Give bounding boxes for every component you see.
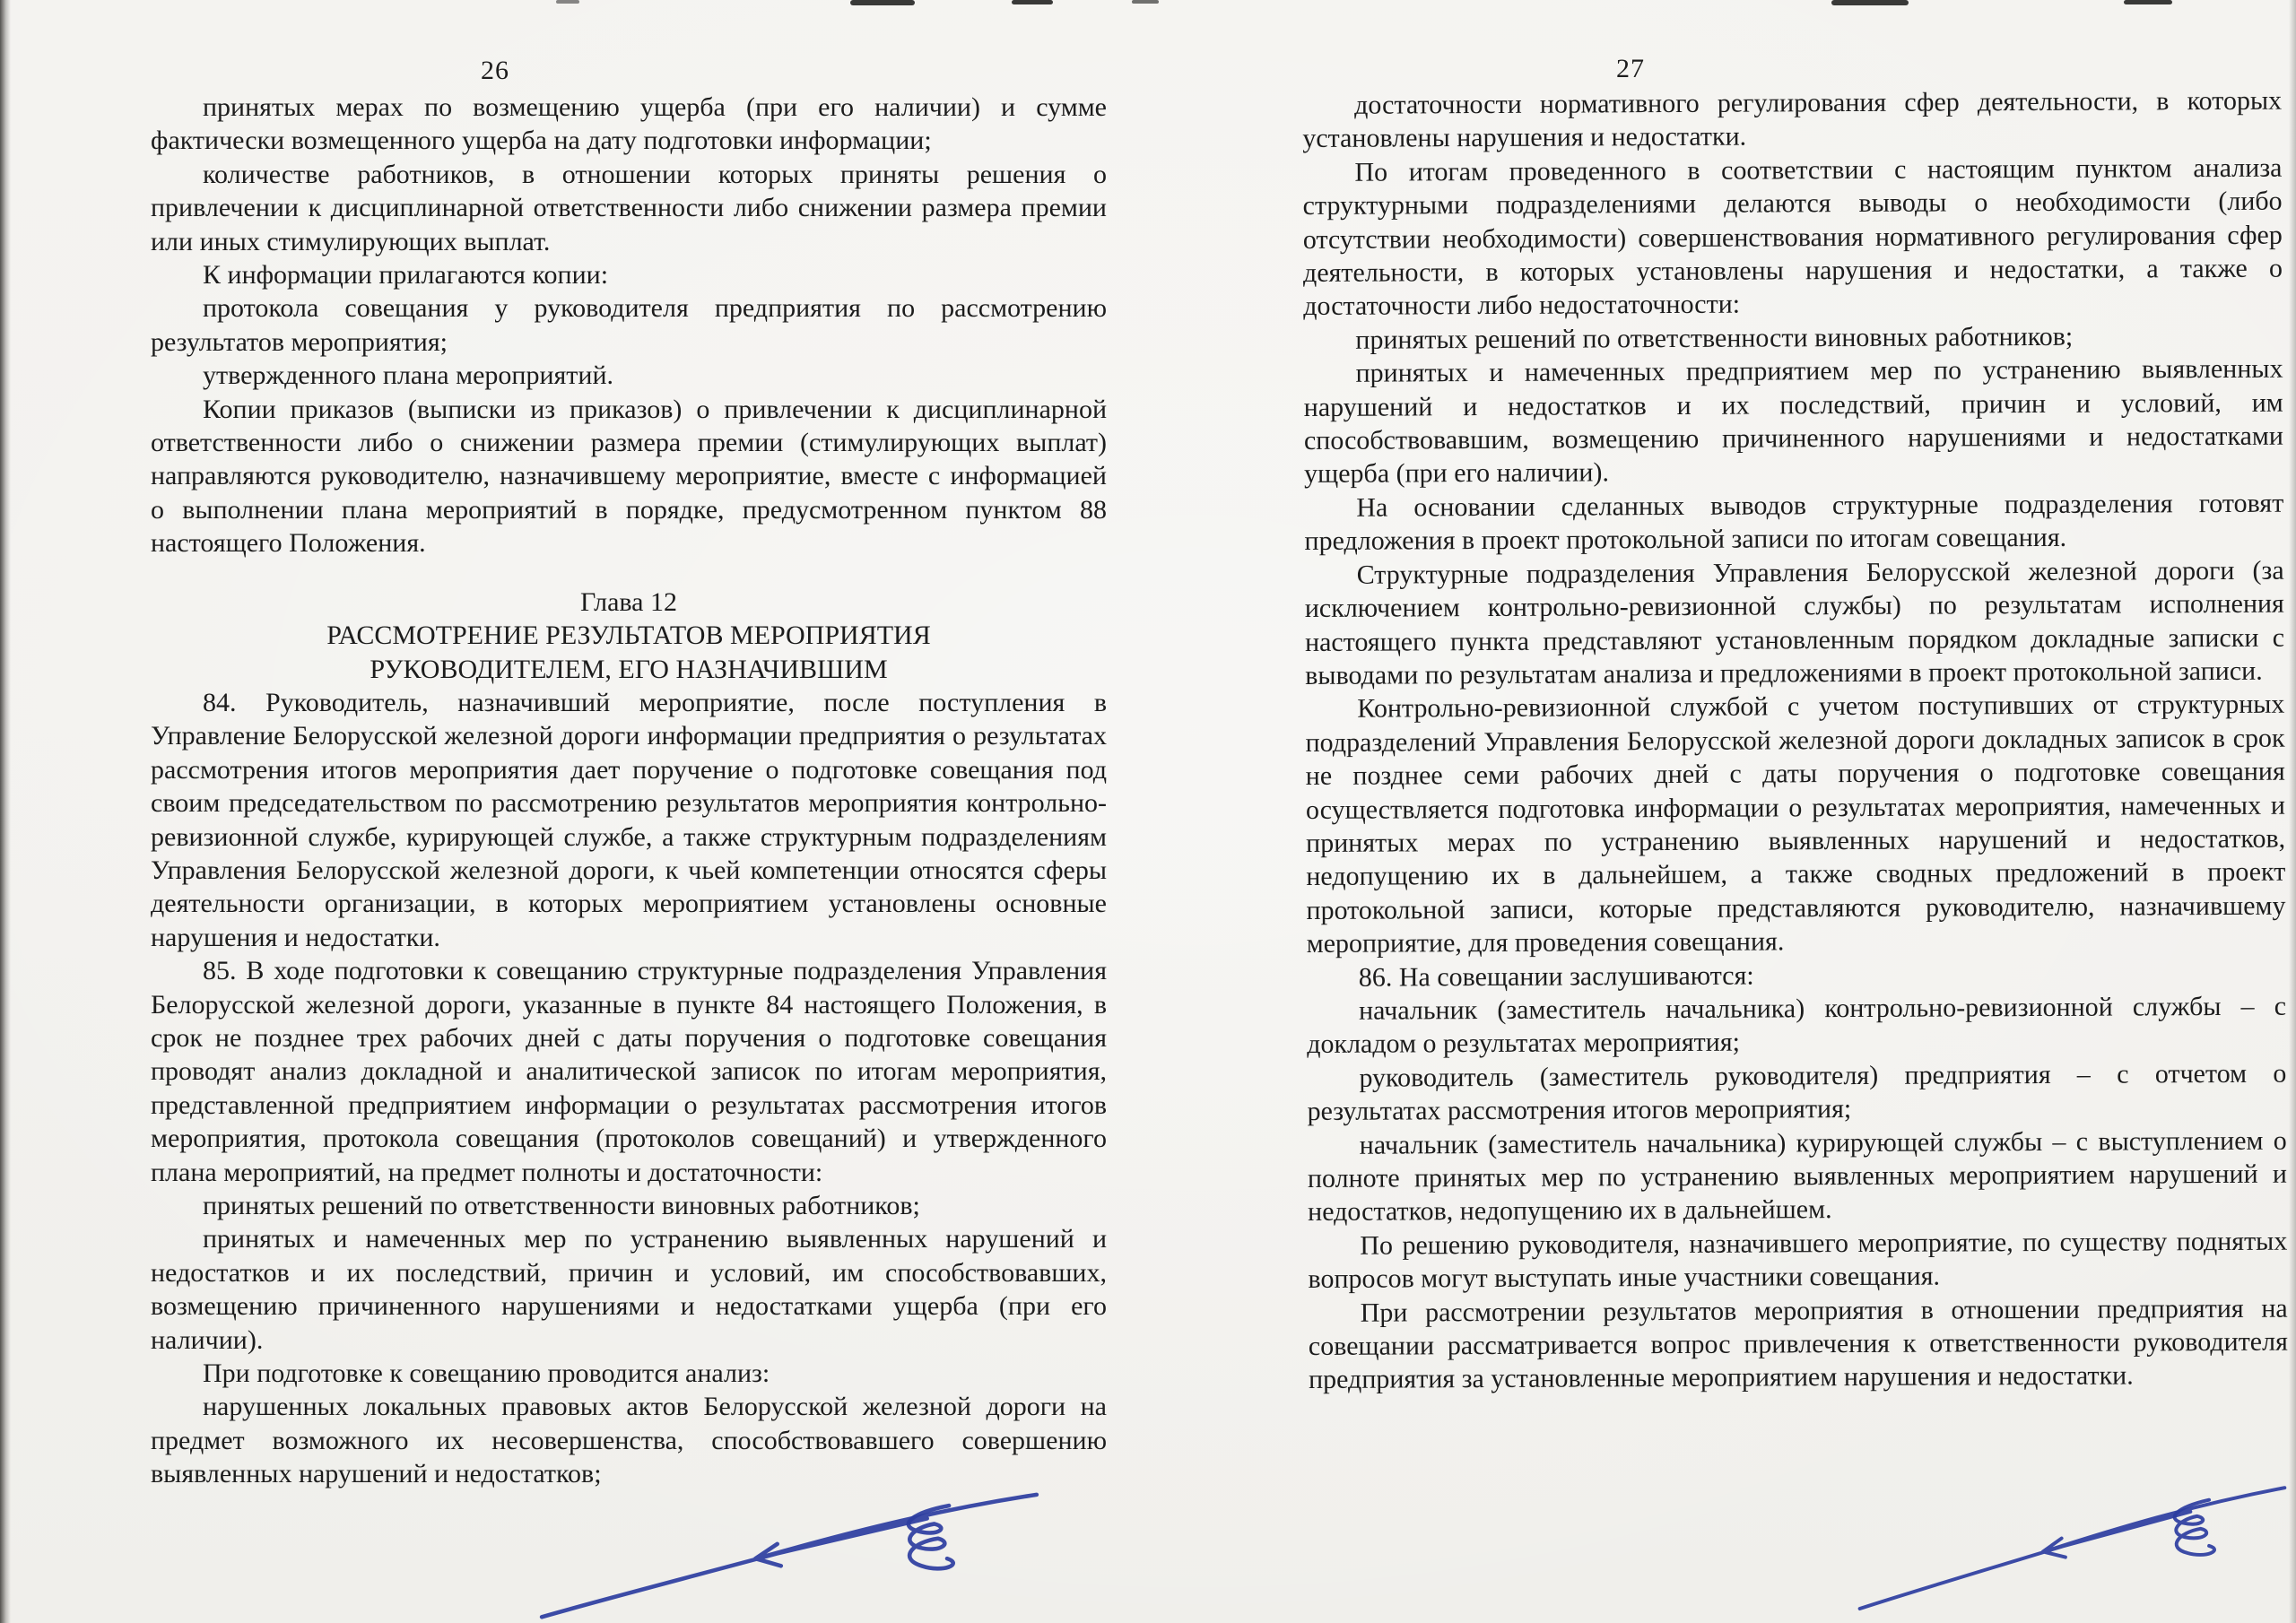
scan-artifact [556,0,579,4]
paragraph: протокола совещания у руководителя предприятия по рассмотрению результатов мероприятия; [151,293,1107,357]
paragraph: По решению руководителя, назначившего мероприятие, по существу поднятых вопросов могут выступать иные участники совещания. [1308,1226,2288,1295]
page-text-column [151,91,1107,1491]
page-number: 27 [1616,54,1645,83]
paragraph: Контрольно-ревизионной службой с учетом поступивших от структурных подразделений Управления Белорусской железной дороги докладных записок в срок не позднее семи рабочих дней с даты поручения о подготовке совещания осуществляется подготовка информации о результатах мероприятия, намеченных и принятых мерах по устранению выявленных нарушений и недостатков, недопущению их в дальнейшем, а также сводных предложений в проект протокольной записи, которые представляются руководителю, назначившему мероприятие, для проведения совещания. [1305,689,2286,959]
paragraph: На основании сделанных выводов структурные подразделения готовят предложения в проект протокольной записи по итогам совещания. [1304,488,2284,557]
handwritten-signature-ink [1850,1459,2296,1623]
paragraph: принятых и намеченных мер по устранению выявленных нарушений и недостатков и их последствий, причин и условий, им способствовавших, возмещению причиненного нарушениями и недостатками ущерба (при его наличии). [151,1224,1107,1355]
scan-artifact [2124,0,2172,4]
paragraph: 84. Руководитель, назначивший мероприятие, после поступления в Управление Белорусской железной дороги информации предприятия о результатах рассмотрения итогов мероприятия дает поручение о подготовке совещания под своим председательством по рассмотрению результатов мероприятия контрольно-ревизионной службе, курирующей службе, а также структурным подразделениям Управления Белорусской железной дороги, к чьей компетенции относятся сферы деятельности организации, в которых мероприятием установлены основные нарушения и недостатки. [151,687,1107,952]
paragraph: 86. На совещании заслушиваются: [1358,960,1754,993]
scan-artifact [850,0,915,5]
page-text-column [1302,84,2288,1397]
paragraph: К информации прилагаются копии: [203,260,609,291]
paragraph: Копии приказов (выписки из приказов) о привлечении к дисциплинарной ответственности либо о снижении размера премии (стимулирующих выплат) направляются руководителю, назначившему мероприятие, вместе с информацией о выполнении плана мероприятий в порядке, предусмотренном пунктом 88 настоящего Положения. [151,394,1107,559]
paragraph: При подготовке к совещанию проводится анализ: [203,1358,770,1389]
paragraph: достаточности нормативного регулирования сфер деятельности, в которых установлены нарушения и недостатки. [1302,85,2283,154]
paragraph: начальник (заместитель начальника) курирующей службы – с выступлением о полноте принятых мер по устранению выявленных мероприятием нарушений и недостатков, недопущению их в дальнейшем. [1307,1125,2288,1228]
paragraph: принятых решений по ответственности виновных работников; [1355,321,2074,355]
paragraph: утвержденного плана мероприятий. [203,360,614,391]
paragraph: принятых мерах по возмещению ущерба (при его наличии) и сумме фактически возмещенного ущерба на дату подготовки информации; [151,92,1107,156]
paragraph: принятых решений по ответственности виновных работников; [203,1191,920,1220]
page-number: 26 [481,56,509,85]
scan-artifact [1012,0,1053,4]
paragraph: принятых и намеченных предприятием мер по устранению выявленных нарушений и недостатков и их последствий, причин и условий, им способствовавшим, возмещению причиненного нарушениями и недостатками ущерба (при его наличии). [1303,353,2283,490]
scan-artifact [1831,0,1909,5]
scan-edge-shadow-left [0,0,11,1623]
paragraph: нарушенных локальных правовых актов Белорусской железной дороги на предмет возможного их несовершенства, способствовавшего совершению выявленных нарушений и недостатков; [151,1392,1107,1489]
section-heading: РАССМОТРЕНИЕ РЕЗУЛЬТАТОВ МЕРОПРИЯТИЯ РУКОВОДИТЕЛЕМ, ЕГО НАЗНАЧИВШИМ [326,621,931,684]
paragraph: руководитель (заместитель руководителя) предприятия – с отчетом о результатах рассмотрения итогов мероприятия; [1307,1058,2287,1127]
scan-artifact [1132,0,1159,4]
paragraph: При рассмотрении результатов мероприятия в отношении предприятия на совещании рассматривается вопрос привлечения к ответственности руководителя предприятия за установленные мероприятием нарушения и недостатки. [1308,1293,2288,1395]
paragraph: 85. В ходе подготовки к совещанию структурные подразделения Управления Белорусской железной дороги, указанные в пункте 84 настоящего Положения, в срок не позднее трех рабочих дней с даты поручения о подготовке совещания проводят анализ докладной и аналитической записок по итогам мероприятия, представленной предприятием информации о результатах рассмотрения итогов мероприятия, протокола совещания (протоколов совещаний) и утвержденного плана мероприятий, на предмет полноты и достаточности: [151,956,1107,1187]
section-heading: Глава 12 [580,586,677,617]
handwritten-signature-ink [536,1481,1048,1623]
paragraph: начальник (заместитель начальника) контрольно-ревизионной службы – с докладом о результатах мероприятия; [1307,991,2287,1060]
paragraph: Структурные подразделения Управления Белорусской железной дороги (за исключением контрольно-ревизионной службы) по результатам исполнения настоящего пункта представляют установленным порядком докладные записки с выводами по результатам анализа и предложениями в проект протокольной записи. [1304,555,2285,690]
scan-edge-shadow-right [2289,0,2296,1623]
paragraph: количестве работников, в отношении которых приняты решения о привлечении к дисциплинарной ответственности либо снижении размера премии или иных стимулирующих выплат. [151,159,1107,256]
paragraph: По итогам проведенного в соответствии с настоящим пунктом анализа структурными подразделениями делаются выводы о необходимости (либо отсутствии необходимости) совершенствования нормативного регулирования сфер деятельности, в которых установлены нарушения и недостатки, а также о достаточности либо недостаточности: [1302,152,2283,322]
